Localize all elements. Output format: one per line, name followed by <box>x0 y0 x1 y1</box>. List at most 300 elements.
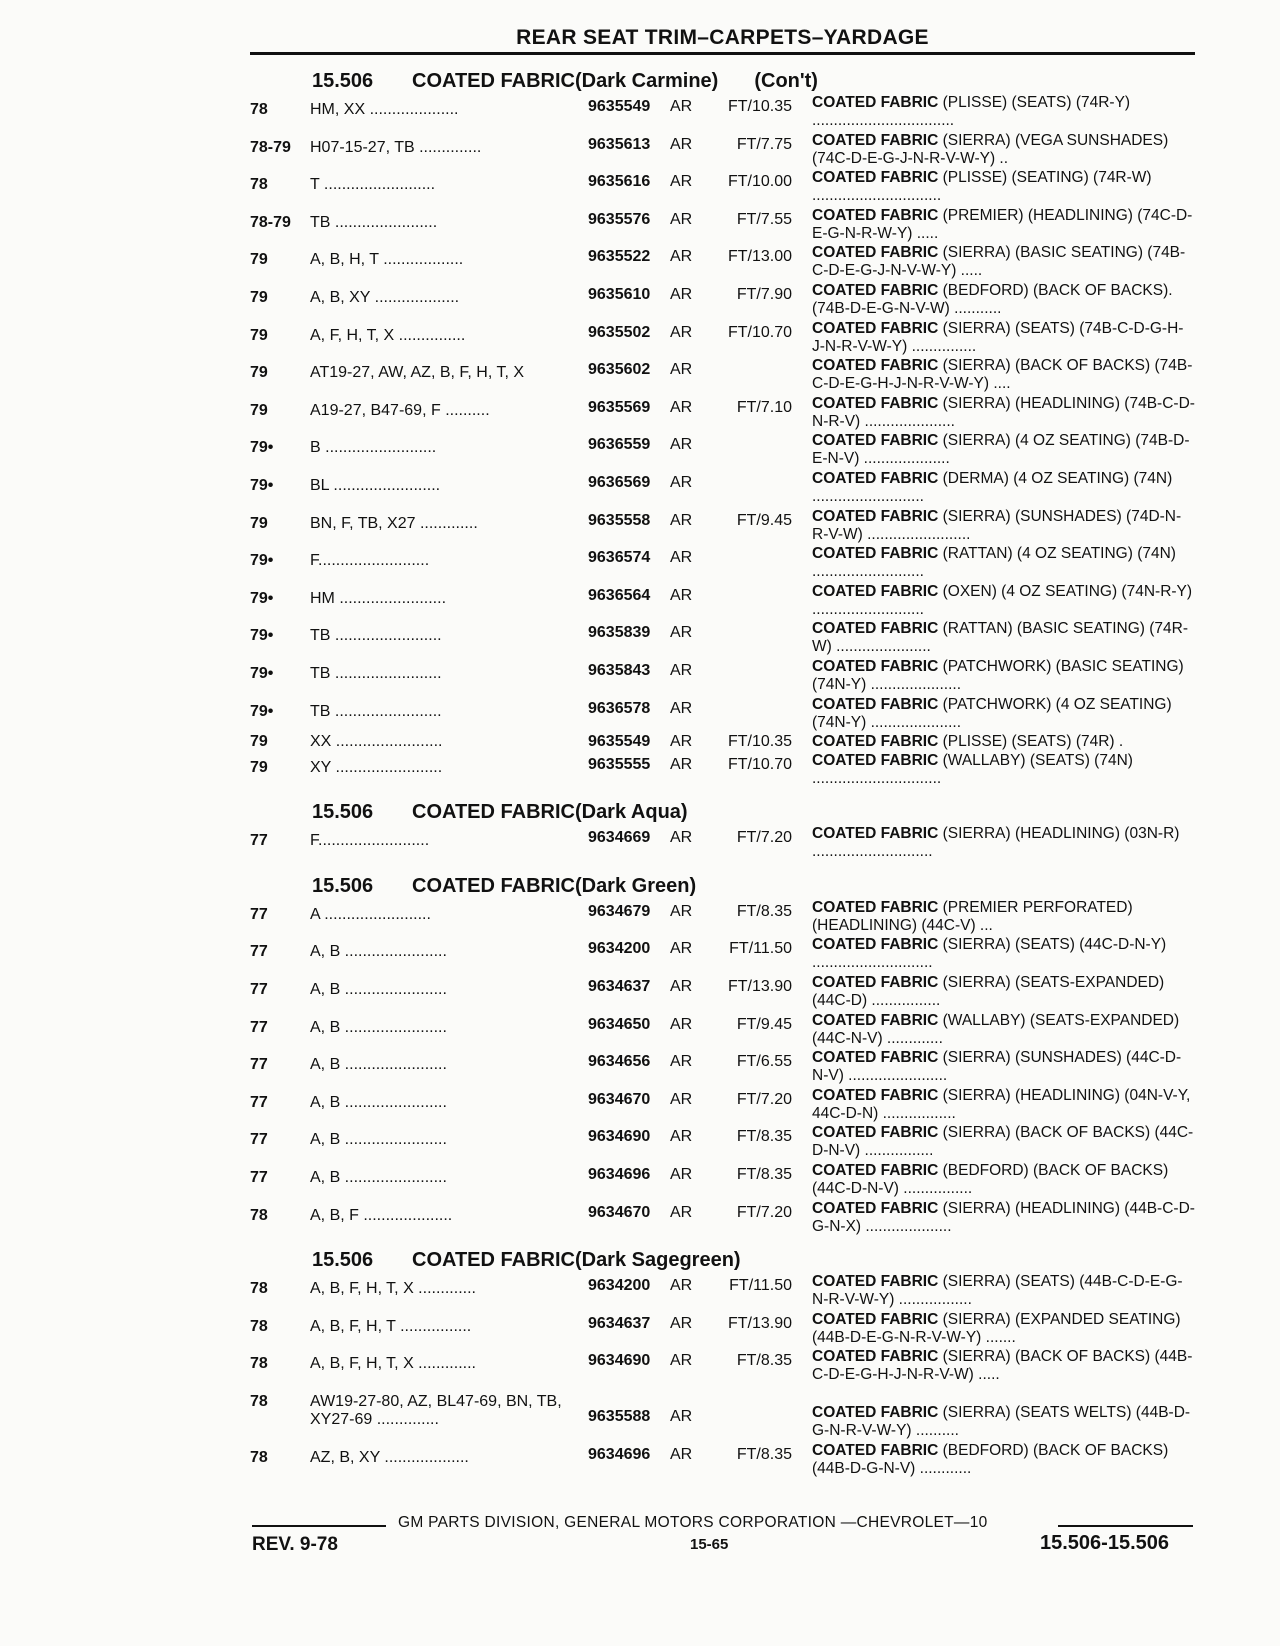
parts-row <box>250 94 1195 132</box>
parts-row <box>250 733 1195 752</box>
description-detail: (WALLABY) (SEATS) (74N) .............................. <box>812 751 1133 787</box>
description-type: COATED FABRIC <box>812 507 939 525</box>
section-heading <box>250 799 1195 825</box>
description <box>798 1442 1195 1478</box>
unit-of-measure: AR <box>670 361 693 379</box>
parts-row <box>250 1200 1195 1238</box>
model-year: 77 <box>250 1018 268 1036</box>
description <box>798 94 1195 130</box>
quantity <box>716 357 798 361</box>
model-year: 77 <box>250 1056 268 1074</box>
parts-row <box>250 545 1195 583</box>
model-codes: A, B ....................... <box>310 943 447 961</box>
parts-row <box>250 1124 1195 1162</box>
model-codes: F......................... <box>310 832 430 850</box>
model-year: 77 <box>250 1169 268 1187</box>
description <box>798 545 1195 581</box>
section-number: 15.506 <box>312 874 374 897</box>
quantity <box>716 583 798 587</box>
quantity: FT/8.35 <box>736 1446 792 1463</box>
unit-of-measure: AR <box>670 285 693 303</box>
parts-row <box>250 1049 1195 1087</box>
parts-row <box>250 1162 1195 1200</box>
section-continued: (Con't) <box>754 70 818 92</box>
parts-row <box>250 658 1195 696</box>
unit-of-measure: AR <box>670 1408 693 1425</box>
description <box>798 432 1195 468</box>
parts-row <box>250 1273 1195 1311</box>
description-type: COATED FABRIC <box>812 1442 939 1459</box>
part-number: 9636578 <box>588 699 651 717</box>
description <box>798 320 1195 356</box>
description-type: COATED FABRIC <box>812 1310 939 1328</box>
part-number: 9635602 <box>588 361 651 379</box>
description-type: COATED FABRIC <box>812 394 939 412</box>
description <box>798 508 1195 544</box>
description-detail: (SIERRA) (SUNSHADES) (74D-N-R-V-W) ........................ <box>812 507 1182 543</box>
unit-of-measure: AR <box>670 173 693 191</box>
model-year: 79 <box>250 758 268 776</box>
parts-row <box>250 244 1195 282</box>
quantity: FT/13.00 <box>727 248 792 266</box>
model-codes: AT19-27, AW, AZ, B, F, H, T, X <box>310 364 524 382</box>
quantity: FT/10.70 <box>727 755 792 773</box>
model-year: 78 <box>250 1317 268 1335</box>
part-number: 9635549 <box>588 98 651 115</box>
model-codes: XY ........................ <box>310 758 443 776</box>
model-codes: H07-15-27, TB .............. <box>310 138 482 156</box>
model-codes: A, B ....................... <box>310 1018 447 1036</box>
description <box>798 825 1195 861</box>
part-number: 9634200 <box>588 1277 651 1295</box>
section <box>250 1247 1195 1479</box>
quantity: FT/11.50 <box>729 940 792 958</box>
description-type: COATED FABRIC <box>812 751 939 769</box>
unit-of-measure: AR <box>670 586 693 604</box>
description-detail: (SIERRA) (HEADLINING) (74B-C-D-N-R-V) ..................... <box>812 394 1195 430</box>
unit-of-measure: AR <box>670 1277 693 1295</box>
part-number: 9635588 <box>588 1408 651 1425</box>
unit-of-measure: AR <box>670 755 693 773</box>
part-number: 9634669 <box>588 829 651 847</box>
footer-revision: REV. 9-78 <box>252 1534 338 1555</box>
description <box>798 1200 1195 1236</box>
part-number: 9634637 <box>588 1314 651 1332</box>
quantity: FT/8.35 <box>736 1352 792 1370</box>
quantity: FT/7.20 <box>736 1203 792 1221</box>
parts-row <box>250 282 1195 320</box>
model-year: 77 <box>250 1093 268 1111</box>
description-type: COATED FABRIC <box>812 281 939 299</box>
description <box>798 357 1195 393</box>
footer-group-range: 15.506-15.506 <box>1040 1532 1170 1554</box>
parts-row <box>250 1012 1195 1050</box>
quantity <box>716 696 798 700</box>
description <box>798 1049 1195 1085</box>
model-codes: A, B ....................... <box>310 1093 447 1111</box>
model-year: 79• <box>250 552 274 570</box>
description <box>798 282 1195 318</box>
description <box>798 244 1195 280</box>
section <box>250 873 1195 1237</box>
model-year: 78 <box>250 1280 268 1298</box>
quantity: FT/7.20 <box>736 1090 792 1108</box>
parts-row <box>250 207 1195 245</box>
model-codes: TB ........................ <box>310 627 442 645</box>
part-number: 9635522 <box>588 248 651 266</box>
quantity: FT/9.45 <box>736 511 792 529</box>
model-year: 77 <box>250 943 268 961</box>
model-year: 79• <box>250 664 274 682</box>
description-type: COATED FABRIC <box>812 1404 939 1421</box>
parts-row <box>250 936 1195 974</box>
description-detail: (SIERRA) (HEADLINING) (04N-V-Y, 44C-D-N) ................. <box>812 1086 1191 1122</box>
unit-of-measure: AR <box>670 829 693 847</box>
parts-row <box>250 470 1195 508</box>
part-number: 9635558 <box>588 511 651 529</box>
model-year: 78-79 <box>250 138 291 156</box>
description-detail: (SIERRA) (SUNSHADES) (44C-D-N-V) ....................... <box>812 1049 1182 1085</box>
parts-row <box>250 1442 1195 1480</box>
model-codes: TB ........................ <box>310 664 442 682</box>
description-type: COATED FABRIC <box>812 695 939 713</box>
description-type: COATED FABRIC <box>812 357 939 375</box>
parts-row <box>250 357 1195 395</box>
unit-of-measure: AR <box>670 1314 693 1332</box>
part-number: 9636559 <box>588 436 651 454</box>
description-detail: (DERMA) (4 OZ SEATING) (74N) .......................... <box>812 469 1173 505</box>
part-number: 9635616 <box>588 173 651 191</box>
description-type: COATED FABRIC <box>812 582 939 600</box>
model-year: 78-79 <box>250 213 291 231</box>
description-type: COATED FABRIC <box>812 1124 939 1142</box>
description <box>798 583 1195 619</box>
model-year: 79 <box>250 288 268 306</box>
description-type: COATED FABRIC <box>812 1049 939 1067</box>
description-detail: (SIERRA) (EXPANDED SEATING) (44B-D-E-G-N-R-V-W-Y) ....... <box>812 1310 1181 1346</box>
model-codes: A, B, F, H, T, X ............. <box>310 1280 476 1298</box>
model-codes: A, B ....................... <box>310 1169 447 1187</box>
quantity: FT/11.50 <box>729 1277 792 1295</box>
description <box>798 658 1195 694</box>
description-type: COATED FABRIC <box>812 974 939 992</box>
description-type: COATED FABRIC <box>812 1162 939 1180</box>
model-year: 78 <box>250 1206 268 1224</box>
description-detail: (PREMIER PERFORATED) (HEADLINING) (44C-V) ... <box>812 898 1133 934</box>
unit-of-measure: AR <box>670 624 693 642</box>
unit-of-measure: AR <box>670 398 693 416</box>
description <box>798 1386 1195 1440</box>
model-year: 77 <box>250 981 268 999</box>
model-year: 78 <box>250 1393 268 1410</box>
description-detail: (SIERRA) (SEATS-EXPANDED) (44C-D) ................ <box>812 974 1165 1010</box>
parts-row <box>250 974 1195 1012</box>
description-type: COATED FABRIC <box>812 94 939 111</box>
model-year: 78 <box>250 101 268 118</box>
description-detail: (BEDFORD) (BACK OF BACKS).(74B-D-E-G-N-V-W) ........... <box>812 281 1173 317</box>
description-detail: (SIERRA) (SEATS) (74B-C-D-G-H-J-N-R-V-W-Y) ............... <box>812 319 1184 355</box>
description <box>798 620 1195 656</box>
quantity <box>716 620 798 624</box>
parts-row <box>250 508 1195 546</box>
description <box>798 696 1195 732</box>
description <box>798 169 1195 205</box>
part-number: 9634637 <box>588 978 651 996</box>
parts-row <box>250 1348 1195 1386</box>
unit-of-measure: AR <box>670 135 693 153</box>
part-number: 9635502 <box>588 323 651 341</box>
unit-of-measure: AR <box>670 1166 693 1184</box>
parts-row <box>250 696 1195 734</box>
description-type: COATED FABRIC <box>812 936 939 954</box>
parts-row <box>250 1386 1195 1442</box>
part-number: 9634696 <box>588 1166 651 1184</box>
description-detail: (SIERRA) (SEATS) (44B-C-D-E-G-N-R-V-W-Y) ................. <box>812 1273 1183 1309</box>
description-detail: (PLISSE) (SEATS) (74R-Y) ................................. <box>812 94 1131 129</box>
parts-row <box>250 1311 1195 1349</box>
unit-of-measure: AR <box>670 248 693 266</box>
description-detail: (SIERRA) (BASIC SEATING) (74B-C-D-E-G-J-N-V-W-Y) ..... <box>812 244 1186 280</box>
model-year: 78 <box>250 1449 268 1466</box>
section-heading <box>250 1247 1195 1273</box>
model-codes: BL ........................ <box>310 476 441 494</box>
unit-of-measure: AR <box>670 978 693 996</box>
model-codes: F......................... <box>310 552 430 570</box>
quantity <box>716 1386 798 1408</box>
description-type: COATED FABRIC <box>812 657 939 675</box>
description-detail: (SIERRA) (VEGA SUNSHADES) (74C-D-E-G-J-N-R-V-W-Y) .. <box>812 131 1169 167</box>
quantity <box>716 432 798 436</box>
description-detail: (SIERRA) (SEATS WELTS) (44B-D-G-N-R-V-W-Y) .......... <box>812 1404 1191 1439</box>
parts-listing <box>250 68 1195 1490</box>
model-codes: AW19-27-80, AZ, BL47-69, BN, TB, XY27-69 .............. <box>310 1393 562 1428</box>
model-codes: HM, XX .................... <box>310 101 459 118</box>
model-codes: A, F, H, T, X ............... <box>310 326 466 344</box>
unit-of-measure: AR <box>670 436 693 454</box>
parts-row <box>250 132 1195 170</box>
description-detail: (SIERRA) (BACK OF BACKS) (44B-C-D-E-G-H-J-N-R-V-W) ..... <box>812 1348 1193 1384</box>
part-number: 9634690 <box>588 1352 651 1370</box>
model-codes: A, B, F, H, T ................ <box>310 1317 472 1335</box>
description <box>798 752 1195 788</box>
parts-row <box>250 432 1195 470</box>
footer-rule-left <box>252 1525 386 1527</box>
unit-of-measure: AR <box>670 1015 693 1033</box>
section-number: 15.506 <box>312 70 374 92</box>
quantity: FT/7.10 <box>736 398 792 416</box>
part-number: 9635610 <box>588 285 651 303</box>
description <box>798 899 1195 935</box>
model-codes: TB ....................... <box>310 213 438 231</box>
description-detail: (PREMIER) (HEADLINING) (74C-D-E-G-N-R-W-Y) ..... <box>812 206 1193 242</box>
description-type: COATED FABRIC <box>812 319 939 337</box>
description-detail: (RATTAN) (4 OZ SEATING) (74N) .......................... <box>812 545 1176 581</box>
quantity: FT/7.75 <box>736 135 792 153</box>
part-number: 9635576 <box>588 210 651 228</box>
model-codes: A, B, F .................... <box>310 1206 453 1224</box>
unit-of-measure: AR <box>670 549 693 567</box>
description-detail: (BEDFORD) (BACK OF BACKS) (44C-D-N-V) ................ <box>812 1162 1169 1198</box>
part-number: 9634690 <box>588 1128 651 1146</box>
parts-row <box>250 1087 1195 1125</box>
description <box>798 1012 1195 1048</box>
part-number: 9634670 <box>588 1090 651 1108</box>
description <box>798 1124 1195 1160</box>
model-codes: BN, F, TB, X27 ............. <box>310 514 478 532</box>
model-year: 79 <box>250 401 268 419</box>
model-year: 77 <box>250 905 268 923</box>
quantity: FT/7.90 <box>736 285 792 303</box>
section-heading <box>250 68 1195 94</box>
parts-row <box>250 320 1195 358</box>
quantity: FT/9.45 <box>736 1015 792 1033</box>
model-year: 79 <box>250 733 268 751</box>
unit-of-measure: AR <box>670 210 693 228</box>
description-detail: (SIERRA) (BACK OF BACKS) (74B-C-D-E-G-H-J-N-R-V-W-Y) .... <box>812 357 1193 393</box>
quantity: FT/13.90 <box>727 1314 792 1332</box>
description-detail: (SIERRA) (HEADLINING) (03N-R) ............................ <box>812 825 1180 861</box>
description <box>798 1087 1195 1123</box>
description-detail: (PLISSE) (SEATS) (74R) . <box>938 733 1124 751</box>
description-type: COATED FABRIC <box>812 469 939 487</box>
parts-row <box>250 583 1195 621</box>
part-number: 9636569 <box>588 473 651 491</box>
unit-of-measure: AR <box>670 1352 693 1370</box>
description <box>798 132 1195 168</box>
model-year: 79• <box>250 702 274 720</box>
description-type: COATED FABRIC <box>812 1086 939 1104</box>
description-type: COATED FABRIC <box>812 169 939 187</box>
section-heading <box>250 873 1195 899</box>
section <box>250 799 1195 863</box>
model-codes: XX ........................ <box>310 733 443 751</box>
part-number: 9635839 <box>588 624 651 642</box>
quantity: FT/10.35 <box>727 733 792 751</box>
model-codes: B ......................... <box>310 439 437 457</box>
description-type: COATED FABRIC <box>812 825 939 843</box>
quantity: FT/8.35 <box>736 1166 792 1184</box>
model-year: 79 <box>250 514 268 532</box>
description-type: COATED FABRIC <box>812 1348 939 1366</box>
part-number: 9635613 <box>588 135 651 153</box>
part-number: 9634200 <box>588 940 651 958</box>
unit-of-measure: AR <box>670 1446 693 1463</box>
description-detail: (BEDFORD) (BACK OF BACKS) (44B-D-G-N-V) ............ <box>812 1442 1169 1477</box>
description-type: COATED FABRIC <box>812 1199 939 1217</box>
description-detail: (SIERRA) (SEATS) (44C-D-N-Y) ............................ <box>812 936 1167 972</box>
quantity: FT/8.35 <box>736 902 792 920</box>
part-number: 9635843 <box>588 661 651 679</box>
model-codes: A, B ....................... <box>310 981 447 999</box>
model-codes: A, B, H, T .................. <box>310 251 464 269</box>
parts-row <box>250 752 1195 790</box>
parts-row <box>250 395 1195 433</box>
footer-publisher: GM PARTS DIVISION, GENERAL MOTORS CORPORATION —CHEVROLET—10 <box>398 1514 988 1531</box>
description <box>798 1348 1195 1384</box>
part-number: 9635555 <box>588 755 651 773</box>
model-codes: A, B, XY ................... <box>310 288 460 306</box>
model-year: 79• <box>250 476 274 494</box>
description-type: COATED FABRIC <box>812 733 939 751</box>
model-year: 78 <box>250 176 268 194</box>
description-type: COATED FABRIC <box>812 206 939 224</box>
quantity <box>716 470 798 474</box>
unit-of-measure: AR <box>670 661 693 679</box>
part-number: 9634650 <box>588 1015 651 1033</box>
model-year: 79 <box>250 326 268 344</box>
unit-of-measure: AR <box>670 733 693 751</box>
quantity: FT/10.00 <box>727 173 792 191</box>
section-name: COATED FABRIC(Dark Carmine) <box>412 70 719 92</box>
section-name: COATED FABRIC(Dark Green) <box>412 874 697 897</box>
title-rule <box>250 52 1195 55</box>
parts-row <box>250 620 1195 658</box>
description <box>798 395 1195 431</box>
description <box>798 1311 1195 1347</box>
description-detail: (SIERRA) (BACK OF BACKS) (44C-D-N-V) ................ <box>812 1124 1194 1160</box>
description-detail: (RATTAN) (BASIC SEATING) (74R-W) ...................... <box>812 620 1189 656</box>
footer-rule-right <box>1058 1525 1193 1527</box>
model-year: 79• <box>250 627 274 645</box>
description-detail: (WALLABY) (SEATS-EXPANDED) (44C-N-V) ............. <box>812 1011 1180 1047</box>
footer-page-number: 15-65 <box>690 1536 729 1553</box>
unit-of-measure: AR <box>670 473 693 491</box>
quantity: FT/8.35 <box>736 1128 792 1146</box>
section-number: 15.506 <box>312 1249 374 1272</box>
unit-of-measure: AR <box>670 511 693 529</box>
model-codes: A19-27, B47-69, F .......... <box>310 401 490 419</box>
section <box>250 68 1195 789</box>
description-detail: (SIERRA) (HEADLINING) (44B-C-D-G-N-X) .................... <box>812 1199 1195 1235</box>
description-type: COATED FABRIC <box>812 131 939 149</box>
description <box>798 733 1195 751</box>
model-year: 77 <box>250 1131 268 1149</box>
section-name: COATED FABRIC(Dark Aqua) <box>412 801 688 824</box>
description-type: COATED FABRIC <box>812 244 939 262</box>
description-detail: (SIERRA) (4 OZ SEATING) (74B-D-E-N-V) .................... <box>812 432 1190 468</box>
part-number: 9635549 <box>588 733 651 751</box>
quantity <box>716 545 798 549</box>
description-type: COATED FABRIC <box>812 1011 939 1029</box>
description-type: COATED FABRIC <box>812 620 939 638</box>
part-number: 9636564 <box>588 586 651 604</box>
quantity: FT/7.55 <box>736 210 792 228</box>
description <box>798 470 1195 506</box>
unit-of-measure: AR <box>670 902 693 920</box>
description-detail: (PATCHWORK) (BASIC SEATING) (74N-Y) ..................... <box>812 657 1184 693</box>
description <box>798 1162 1195 1198</box>
description <box>798 1273 1195 1309</box>
description-type: COATED FABRIC <box>812 545 939 563</box>
unit-of-measure: AR <box>670 1090 693 1108</box>
part-number: 9634670 <box>588 1203 651 1221</box>
model-year: 78 <box>250 1355 268 1373</box>
parts-row <box>250 169 1195 207</box>
description <box>798 974 1195 1010</box>
description <box>798 207 1195 243</box>
model-year: 79 <box>250 364 268 382</box>
part-number: 9634679 <box>588 902 651 920</box>
model-year: 79• <box>250 589 274 607</box>
model-year: 79• <box>250 439 274 457</box>
description <box>798 936 1195 972</box>
model-codes: A, B, F, H, T, X ............. <box>310 1355 476 1373</box>
quantity: FT/13.90 <box>727 978 792 996</box>
part-number: 9635569 <box>588 398 651 416</box>
page-title: REAR SEAT TRIM–CARPETS–YARDAGE <box>516 26 929 49</box>
unit-of-measure: AR <box>670 940 693 958</box>
description-type: COATED FABRIC <box>812 898 939 916</box>
